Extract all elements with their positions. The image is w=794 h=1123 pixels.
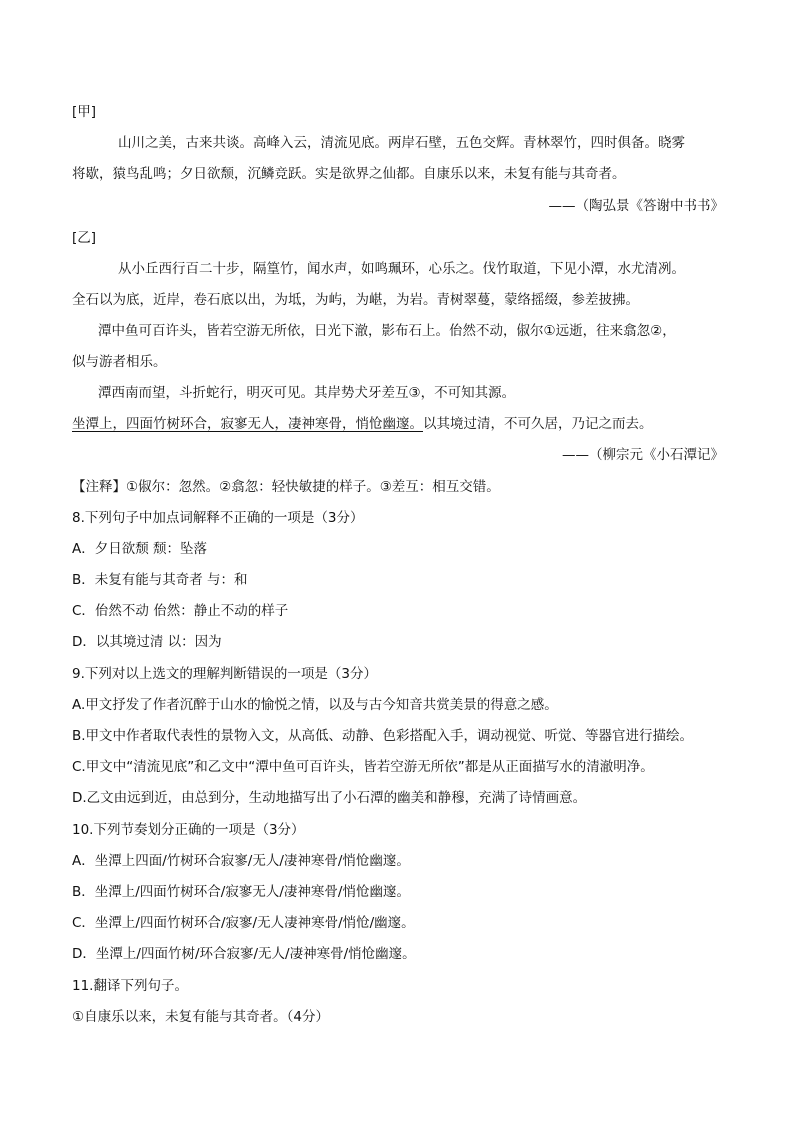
yi-p4-line xyxy=(72,415,653,433)
yi-p2-line-2: 似与游者相乐。 xyxy=(72,354,167,370)
yi-underlined-sentence: 坐潭上，四面竹树环合，寂寥无人，凄神寒骨，悄怆幽邃。 xyxy=(72,416,423,432)
q8-option-b: B．未复有能与其奇者 与：和 xyxy=(72,572,248,588)
q8-option-c: C．佁然不动 佁然：静止不动的样子 xyxy=(72,603,289,619)
yi-p2-line-1: 潭中鱼可百许头，皆若空游无所依，日光下澈，影布石上。佁然不动，俶尔①远逝，往来翕忽②， xyxy=(98,323,676,339)
q8-option-d: D．以其境过清 以：因为 xyxy=(72,634,222,650)
q9-option-a: A.甲文抒发了作者沉醉于山水的愉悦之情，以及与古今知音共赏美景的得意之感。 xyxy=(72,697,558,713)
q10-option-c: C．坐潭上/四面竹树环合/寂寥/无人凄神寒骨/悄怆/幽邃。 xyxy=(72,915,415,931)
jia-source: ——（陶弘景《答谢中书书》 xyxy=(548,198,724,214)
yi-source: ——（柳宗元《小石潭记》 xyxy=(562,447,724,463)
q10-option-b: B．坐潭上/四面竹树环合/寂寥无人/凄神寒骨/悄怆幽邃。 xyxy=(72,884,410,900)
q9-stem: 9.下列对以上选文的理解判断错误的一项是（3分） xyxy=(72,666,377,682)
yi-label: [乙] xyxy=(72,230,97,246)
q10-option-d: D．坐潭上/四面竹树/环合寂寥/无人/凄神寒骨/悄怆幽邃。 xyxy=(72,946,416,962)
q10-option-a: A．坐潭上四面/竹树环合寂寥/无人/凄神寒骨/悄怆幽邃。 xyxy=(72,853,410,869)
q11-stem: 11.翻译下列句子。 xyxy=(72,978,188,994)
yi-p3-line: 潭西南而望，斗折蛇行，明灭可见。其岸势犬牙差互③，不可知其源。 xyxy=(98,385,516,401)
q8-stem: 8.下列句子中加点词解释不正确的一项是（3分） xyxy=(72,510,364,526)
jia-line-2: 将歇，猿鸟乱鸣；夕日欲颓，沉鳞竞跃。实是欲界之仙都。自康乐以来，未复有能与其奇者。 xyxy=(72,166,626,182)
jia-line-1: 山川之美，古来共谈。高峰入云，清流见底。两岸石壁，五色交辉。青林翠竹，四时俱备。晓雾 xyxy=(118,135,685,151)
q9-option-b: B.甲文中作者取代表性的景物入文，从高低、动静、色彩搭配入手，调动视觉、听觉、等器官进行描绘。 xyxy=(72,728,694,744)
q9-option-c: C.甲文中“清流见底”和乙文中“潭中鱼可百许头，皆若空游无所依”都是从正面描写水的清澈明净。 xyxy=(72,759,654,775)
yi-p1-line-1: 从小丘西行百二十步，隔篁竹，闻水声，如鸣珮环，心乐之。伐竹取道，下见小潭，水尤清冽。 xyxy=(118,261,685,277)
jia-label: [甲] xyxy=(72,104,97,120)
yi-p1-line-2: 全石以为底，近岸，卷石底以出，为坻，为屿，为嵁，为岩。青树翠蔓，蒙络摇缀，参差披拂。 xyxy=(72,292,639,308)
q11-sub-1: ①自康乐以来，未复有能与其奇者。（4分） xyxy=(72,1009,329,1025)
q8-option-a: A．夕日欲颓 颓：坠落 xyxy=(72,541,208,557)
yi-p4-rest: 以其境过清，不可久居，乃记之而去。 xyxy=(423,416,653,432)
q9-option-d: D.乙文由远到近，由总到分，生动地描写出了小石潭的幽美和静穆，充满了诗情画意。 xyxy=(72,790,587,806)
q10-stem: 10.下列节奏划分正确的一项是（3分） xyxy=(72,822,305,838)
annotation-notes: 【注释】①俶尔：忽然。②翕忽：轻快敏捷的样子。③差互：相互交错。 xyxy=(72,479,500,495)
